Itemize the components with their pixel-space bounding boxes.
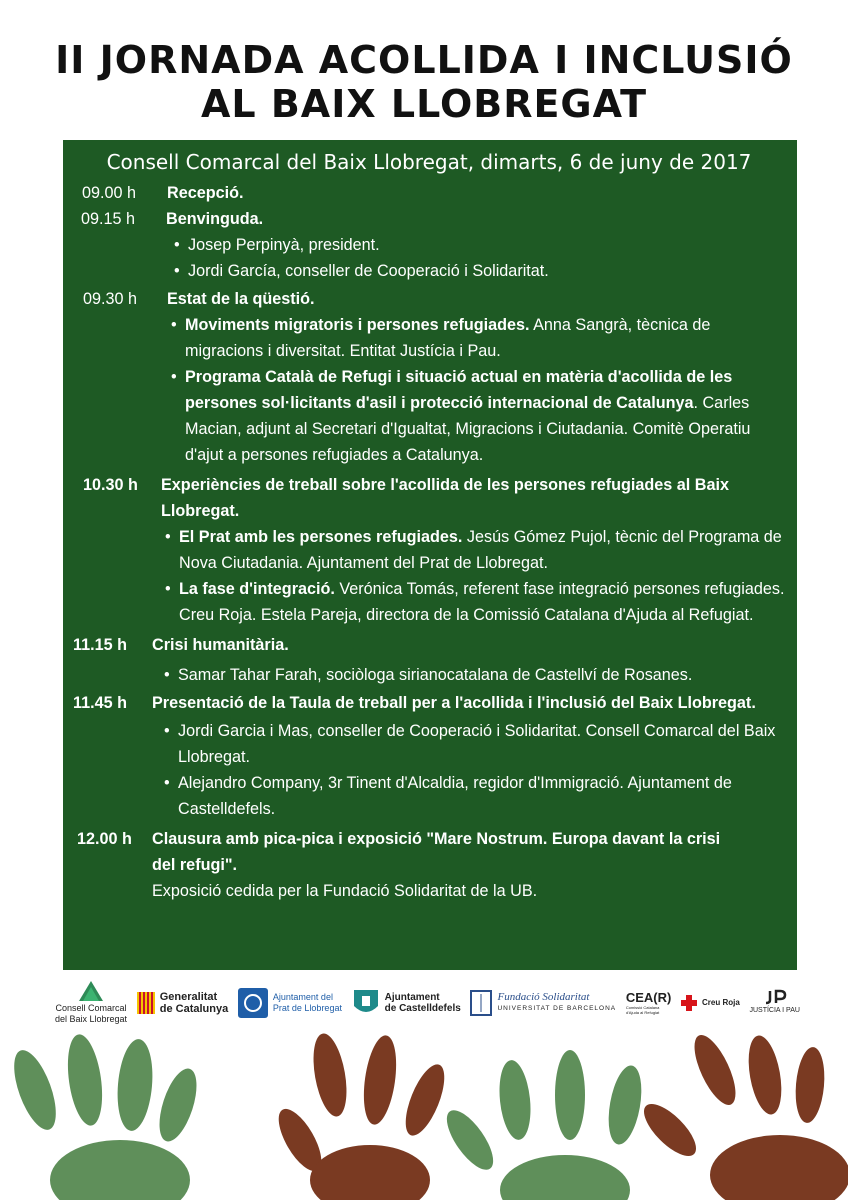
ub-seal-icon (470, 990, 492, 1016)
logo-text: Fundació Solidaritat (497, 990, 590, 1003)
list-item (174, 258, 787, 284)
list-item (164, 662, 787, 688)
item-time: 11.45 h (73, 694, 127, 712)
item-time: 11.15 h (73, 636, 127, 654)
logo-text: UNIVERSITAT DE BARCELONA (497, 1004, 617, 1012)
bullet-bold: El Prat amb les persones refugiades. (179, 528, 463, 546)
list-item (164, 718, 787, 770)
green-hand-left (6, 1032, 204, 1200)
item-title: Benvinguda. (166, 210, 264, 228)
item-title: Estat de la qüestió. (167, 290, 315, 308)
list-item (171, 364, 787, 468)
program-item (71, 206, 787, 284)
bullet-text: Verónica Tomás, referent fase integració persones refugiades. Creu Roja. Estela Pareja, directora de la Comissió Catalana d'Ajuda al Refugiat. (179, 580, 785, 624)
logo-cear (626, 991, 672, 1015)
program-item (71, 632, 787, 688)
handprints-decoration (0, 1030, 848, 1200)
event-subtitle: Consell Comarcal del Baix Llobregat, dimarts, 6 de juny de 2017 (106, 150, 752, 174)
item-time: 12.00 h (77, 830, 132, 848)
bullet-text: Jordi Garcia i Mas, conseller de Cooperació i Solidaritat. Consell Comarcal del Baix Llobregat. (178, 722, 776, 766)
logo-fundacio (470, 990, 616, 1016)
logo-text: Consell Comarcal (55, 1002, 127, 1013)
item-time: 10.30 h (83, 476, 138, 494)
program-panel (63, 140, 797, 970)
logo-consell-comarcal (55, 981, 127, 1025)
green-hand-center (438, 1050, 646, 1200)
logo-text: del Baix Llobregat (55, 1013, 128, 1024)
bullet-text: . Carles Macian, adjunt al Secretari d'Igualtat, Migracions i Ciutadania. Comitè Operatiu d'ajut a persones refugiades a Catalunya. (185, 394, 751, 464)
logo-text: CEA(R) (625, 989, 672, 1005)
logo-text: Prat de Llobregat (272, 1002, 342, 1013)
logo-text: Ajuntament (384, 991, 440, 1003)
senyera-icon (137, 992, 155, 1014)
logo-text: Comissió Catalana d'Ajuda al Refugiat (625, 1004, 660, 1015)
bullet-text: Jesús Gómez Pujol, tècnic del Programa de Nova Ciutadania. Ajuntament del Prat de Llobregat. (179, 528, 782, 572)
title-line-2: AL BAIX LLOBREGAT (200, 82, 648, 126)
bullet-bold: La fase d'integració. (179, 580, 335, 598)
list-item (171, 312, 787, 364)
page-title (0, 38, 848, 126)
item-title: Crisi humanitària. (152, 636, 289, 654)
logo-justicia-pau (749, 989, 799, 1016)
logo-text: Ajuntament del (272, 991, 333, 1002)
item-time: 09.30 h (83, 290, 138, 308)
bullet-bold: Programa Català de Refugi i situació actual en matèria d'acollida de les persones sol·licitants d'asil i protecció internacional de Catalunya (185, 368, 733, 412)
item-title: Presentació de la Taula de treball per a l'acollida i l'inclusió del Baix Llobregat. (152, 694, 756, 712)
list-item (165, 524, 787, 576)
logo-text: JUSTÍCIA I PAU (749, 1007, 800, 1014)
program-item (71, 826, 787, 904)
red-cross-icon (681, 995, 697, 1011)
logo-text: de Catalunya (159, 1002, 229, 1015)
logo-creu-roja (681, 995, 740, 1011)
list-item (165, 576, 787, 628)
brown-hand-center (270, 1031, 452, 1200)
program-item (71, 472, 787, 628)
item-title: Recepció. (167, 184, 244, 202)
bullet-text: Anna Sangrà, tècnica de migracions i diversitat. Entitat Justícia i Pau. (185, 316, 711, 360)
prat-crest-icon (238, 988, 268, 1018)
program-item (71, 286, 787, 468)
logo-text: de Castelldefels (384, 1002, 461, 1014)
castelldefels-crest-icon (352, 988, 380, 1018)
bullet-bold: Moviments migratoris i persones refugiades. (185, 316, 530, 334)
item-time: 09.15 h (81, 210, 136, 228)
logo-text: Generalitat (159, 990, 218, 1003)
tree-logo-icon (77, 981, 105, 1003)
partner-logos (55, 975, 800, 1030)
program-item (71, 180, 787, 206)
title-line-1: II JORNADA ACOLLIDA I INCLUSIÓ (55, 38, 793, 82)
list-item (164, 770, 787, 822)
bullet-text: Jordi García, conseller de Cooperació i Solidaritat. (188, 262, 549, 280)
item-time: 09.00 h (82, 184, 137, 202)
bullet-text: Samar Tahar Farah, sociòloga sirianocatalana de Castellví de Rosanes. (178, 666, 693, 684)
program-item (71, 690, 787, 822)
item-note: Exposició cedida per la Fundació Solidaritat de la UB. (152, 882, 538, 900)
logo-text: Creu Roja (702, 998, 740, 1007)
bullet-text: Josep Perpinyà, president. (188, 236, 380, 254)
jp-logo-icon (762, 989, 788, 1005)
logo-prat (238, 988, 342, 1018)
list-item (174, 232, 787, 258)
bullet-text: Alejandro Company, 3r Tinent d'Alcaldia, regidor d'Immigració. Ajuntament de Castelldefels. (178, 774, 732, 818)
logo-castelldefels (352, 988, 461, 1018)
brown-hand-right (636, 1030, 848, 1200)
item-title: Clausura amb pica-pica i exposició "Mare Nostrum. Europa davant la crisi del refugi". (152, 830, 721, 874)
item-title: Experiències de treball sobre l'acollida de les persones refugiades al Baix Llobregat. (161, 476, 729, 520)
logo-generalitat (137, 991, 228, 1015)
